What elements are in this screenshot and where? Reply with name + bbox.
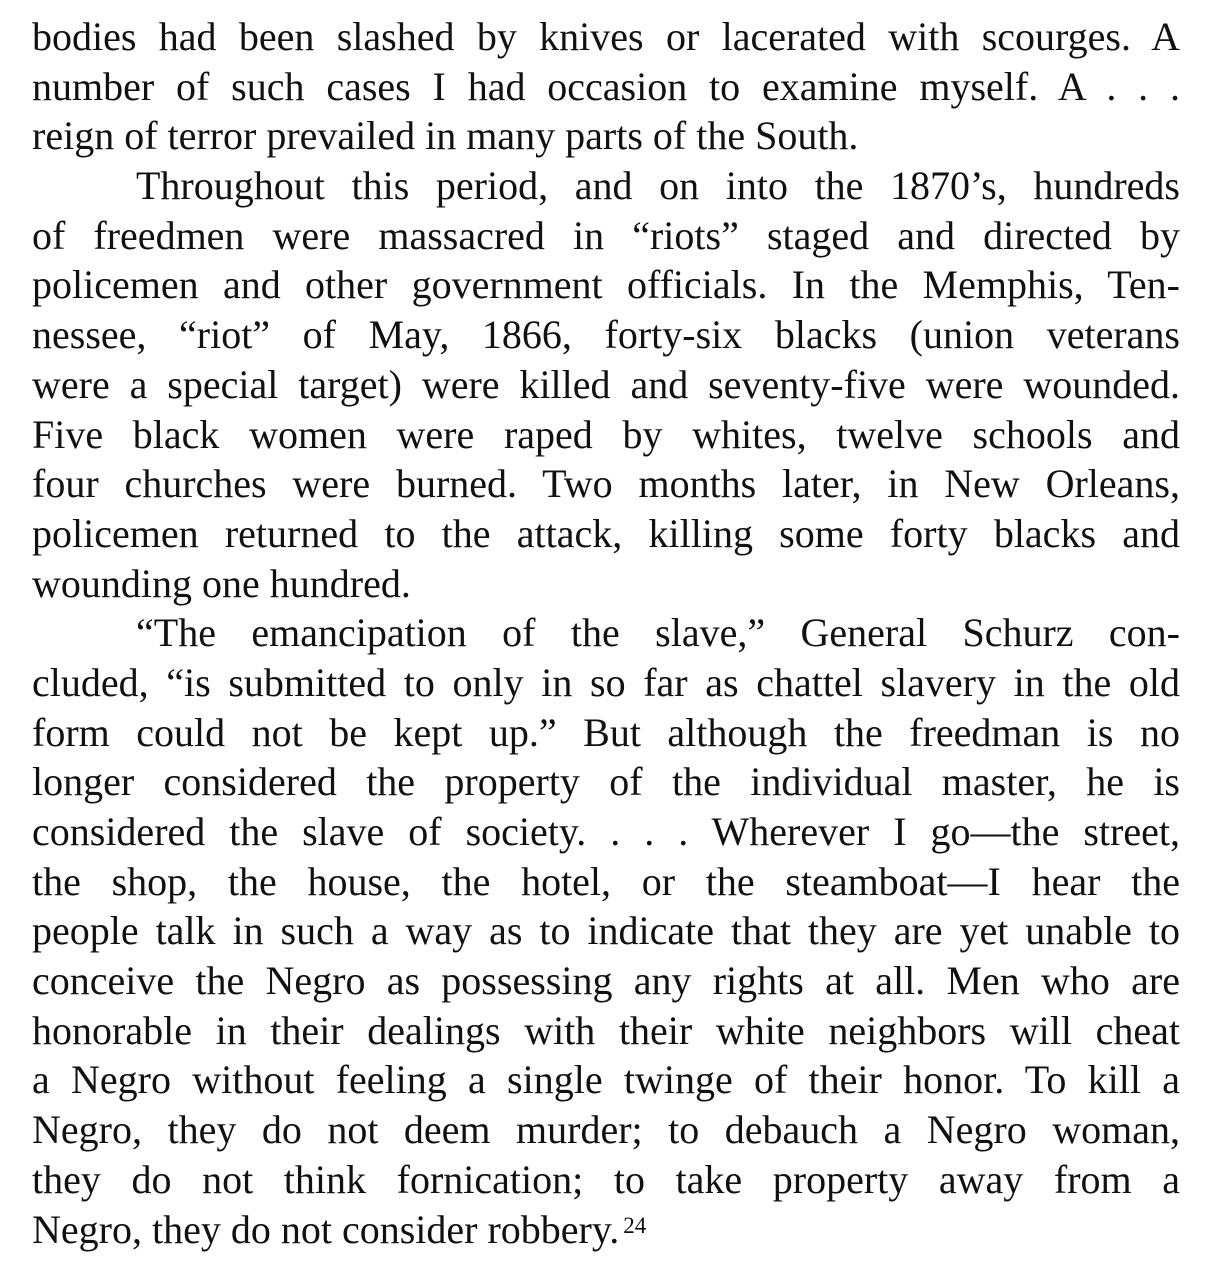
text-line: Five black women were raped by whites, twelve schools and	[32, 411, 1180, 457]
final-line-text: Negro, they do not consider robbery.	[32, 1206, 620, 1252]
text-line: honorable in their dealings with their white neighbors will cheat	[32, 1007, 1180, 1053]
text-line: wounding one hundred.	[32, 560, 411, 606]
text-line: policemen returned to the attack, killing some forty blacks and	[32, 510, 1180, 556]
text-line: conceive the Negro as possessing any rights at all. Men who are	[32, 958, 1180, 1004]
text-line: the shop, the house, the hotel, or the steamboat—I hear the	[32, 858, 1180, 904]
text-line: bodies had been slashed by knives or lacerated with scourges. A	[32, 14, 1180, 59]
paragraph-first-line: Throughout this period, and on into the 1870’s, hundreds	[136, 163, 1180, 209]
paragraph-first-line: “The emancipation of the slave,” General Schurz con-	[136, 610, 1180, 656]
text-line: were a special target) were killed and seventy-five were wounded.	[32, 361, 1180, 407]
text-line: of freedmen were massacred in “riots” staged and directed by	[32, 212, 1180, 258]
text-line: form could not be kept up.” But although the freedman is no	[32, 709, 1180, 755]
text-line: longer considered the property of the individual master, he is	[32, 759, 1180, 805]
text-line: four churches were burned. Two months later, in New Orleans,	[32, 461, 1180, 507]
footnote-marker[interactable]: 24	[623, 1212, 647, 1238]
body-text	[32, 12, 1180, 1254]
text-line: policemen and other government officials. In the Memphis, Ten-	[32, 262, 1180, 308]
text-line: cluded, “is submitted to only in so far as chattel slavery in the old	[32, 659, 1180, 705]
text-line: a Negro without feeling a single twinge of their honor. To kill a	[32, 1057, 1180, 1103]
text-line: they do not think fornication; to take property away from a	[32, 1156, 1180, 1202]
text-line: people talk in such a way as to indicate that they are yet unable to	[32, 908, 1180, 954]
text-line: Negro, they do not deem murder; to debauch a Negro woman,	[32, 1107, 1180, 1153]
text-line: reign of terror prevailed in many parts of the South.	[32, 113, 859, 159]
text-line: considered the slave of society. . . . Wherever I go—the street,	[32, 809, 1180, 854]
text-line: number of such cases I had occasion to examine myself. A . . .	[32, 63, 1180, 109]
text-line: nessee, “riot” of May, 1866, forty-six blacks (union veterans	[32, 312, 1180, 358]
text-line-final	[32, 1205, 1180, 1255]
